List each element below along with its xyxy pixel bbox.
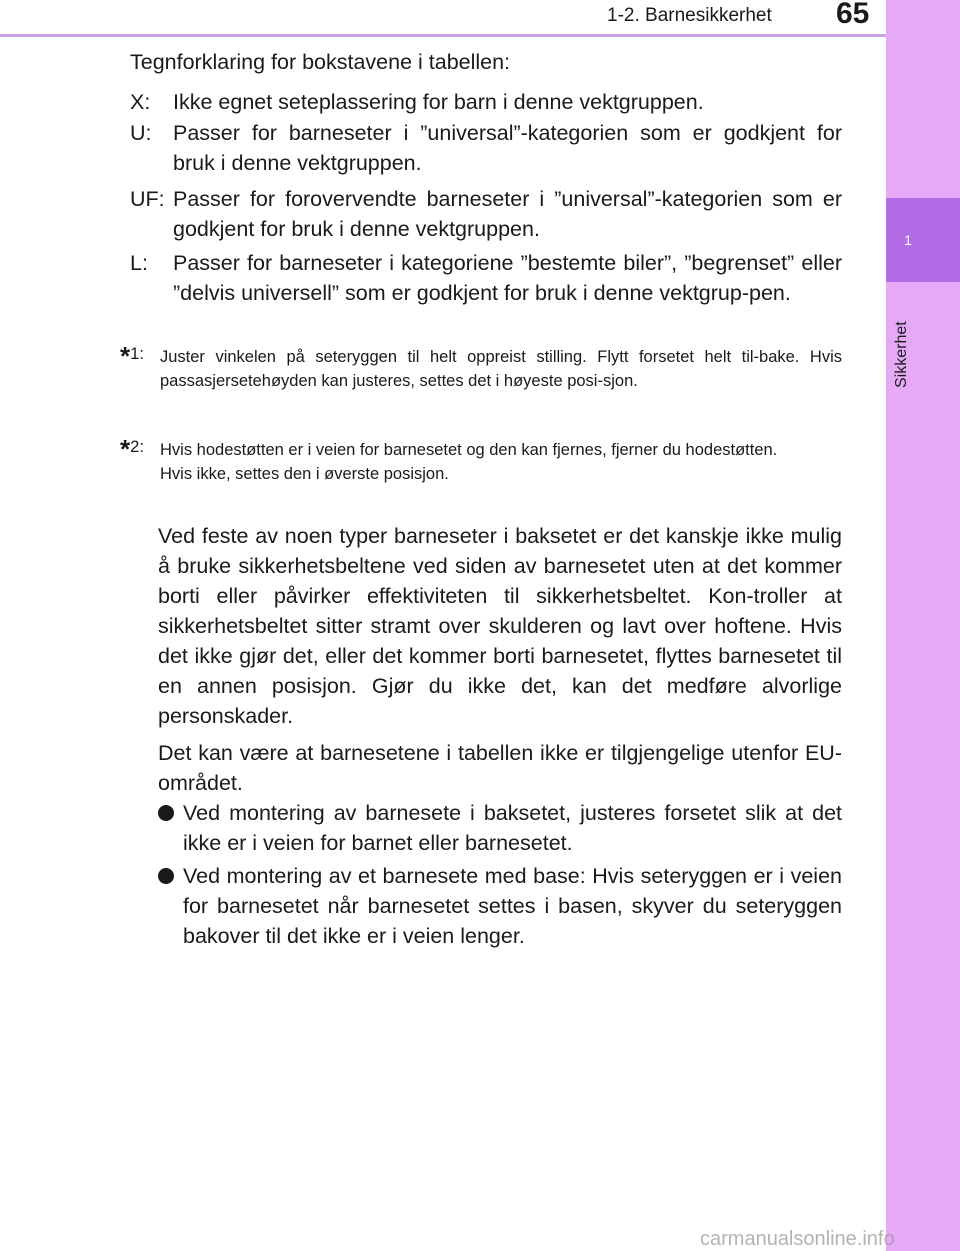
asterisk-icon: * (120, 434, 131, 464)
bullet-text: Ved montering av barnesete i baksetet, justeres forsetet slik at det ikke er i veien for barnet eller barnesetet. (183, 801, 842, 855)
footnote-number: 2 (130, 438, 140, 456)
legend-text: Passer for forovervendte barneseter i ”universal”-kategorien som er godkjent for bruk i denne vektgruppen. (173, 187, 842, 241)
side-tab (886, 0, 960, 1251)
footnote-text: Juster vinkelen på seteryggen til helt oppreist stilling. Flytt forsetet helt til-bake. Hvis passasjersetehøyden kan justeres, settes det i høyeste posi-sjon. (160, 348, 842, 390)
bullet-item (158, 861, 842, 951)
chapter-marker (886, 198, 960, 282)
asterisk-icon: * (120, 341, 131, 371)
legend-key: U: (130, 121, 152, 145)
legend-item-u (130, 118, 842, 178)
legend-item-x (130, 87, 842, 117)
legend-text: Passer for barneseter i ”universal”-kategorien som er godkjent for bruk i denne vektgruppen. (173, 121, 842, 175)
chapter-label: Sikkerhet (893, 321, 910, 388)
body-paragraph: Ved feste av noen typer barneseter i baksetet er det kanskje ikke mulig å bruke sikkerhetsbeltene ved siden av barnesetet uten at det kommer borti eller påvirker effektiviteten til sikkerhetsbeltet. Kon-troller at sikkerhetsbeltet sitter stramt over skulderen og lavt over hoftene. Hvis det ikke gjør det, eller det kommer borti barnesetet, flyttes barnesetet til en annen posisjon. Gjør du ikke det, kan det medføre alvorlige personskader. (158, 524, 842, 728)
footnote-2: *2: Hvis hodestøtten er i veien for barnesetet og den kan fjernes, fjerner du hodestøtten. Hvis ikke, settes den i øverste posisjon. (120, 438, 842, 486)
body-paragraph: Det kan være at barnesetene i tabellen ikke er tilgjengelige utenfor EU-området. (158, 741, 842, 795)
watermark: carmanualsonline.info (700, 1228, 895, 1250)
legend-key: UF: (130, 187, 165, 211)
header-rule (0, 34, 886, 37)
legend-intro: Tegnforklaring for bokstavene i tabellen: (130, 50, 511, 74)
footnote-number: 1 (130, 345, 140, 363)
chapter-number: 1 (904, 232, 912, 248)
page-number: 65 (836, 0, 870, 30)
footnote-text: Hvis hodestøtten er i veien for barnesetet og den kan fjernes, fjerner du hodestøtten. (160, 441, 778, 459)
section-title: 1-2. Barnesikkerhet (607, 5, 772, 26)
footnote-text-continued: Hvis ikke, settes den i øverste posisjon. (160, 465, 449, 483)
legend-key: X: (130, 90, 151, 114)
bullet-icon (158, 868, 174, 884)
legend-text: Passer for barneseter i kategoriene ”bestemte biler”, ”begrenset” eller ”delvis universell” som er godkjent for bruk i denne vektgrup-pen. (173, 251, 842, 305)
bullet-text: Ved montering av et barnesete med base: Hvis seteryggen er i veien for barnesetet når barnesetet settes i basen, skyver du seteryggen bakover til det ikke er i veien lenger. (183, 864, 842, 948)
bullet-icon (158, 805, 174, 821)
footnote-1: *1: Juster vinkelen på seteryggen til helt oppreist stilling. Flytt forsetet helt til-bake. Hvis passasjersetehøyden kan justeres, settes det i høyeste posi-sjon. (120, 345, 842, 393)
legend-item-l (130, 248, 842, 308)
legend-key: L: (130, 251, 148, 275)
legend-text: Ikke egnet seteplassering for barn i denne vektgruppen. (173, 90, 704, 114)
legend-item-uf (130, 184, 842, 244)
bullet-item (158, 798, 842, 858)
